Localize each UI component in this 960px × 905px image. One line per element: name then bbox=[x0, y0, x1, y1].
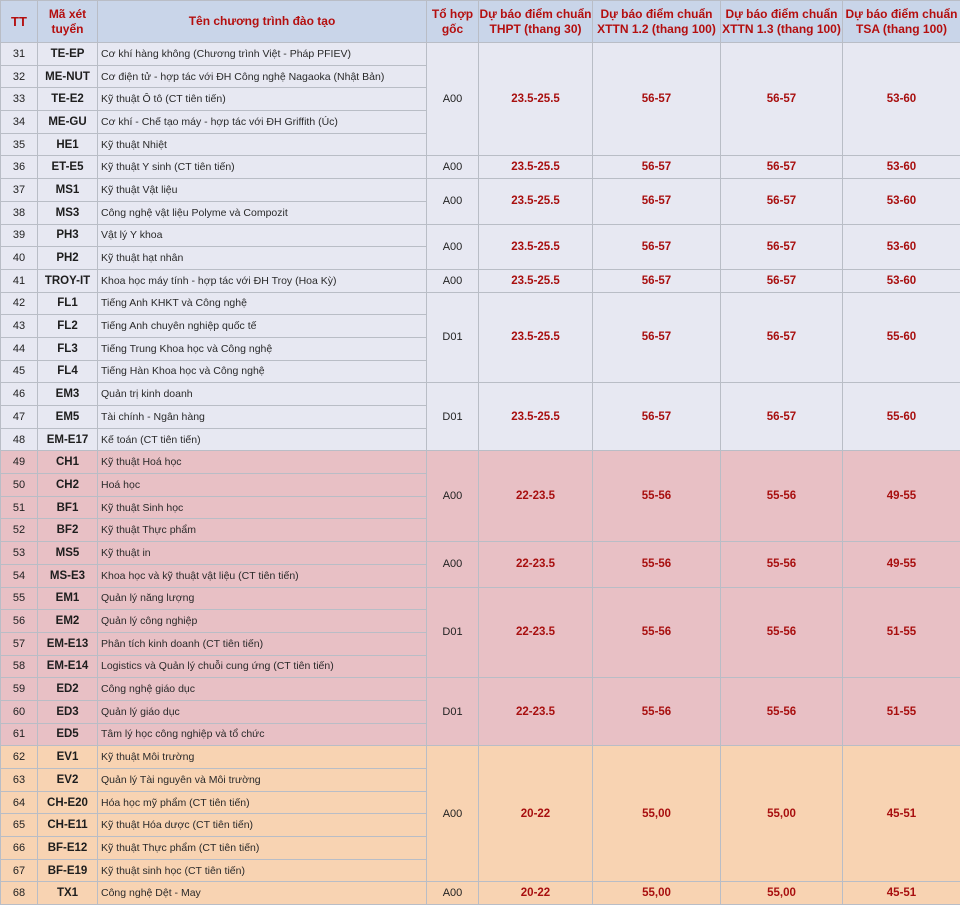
table-row bbox=[1, 882, 960, 905]
row-name: Tiếng Anh chuyên nghiệp quốc tế bbox=[98, 315, 427, 338]
row-name: Quản lý Tài nguyên và Môi trường bbox=[98, 769, 427, 792]
header-tsa: Dự báo điểm chuẩn TSA (thang 100) bbox=[843, 1, 960, 43]
row-name: Kỹ thuật Y sinh (CT tiên tiến) bbox=[98, 156, 427, 179]
row-tt: 61 bbox=[1, 723, 38, 746]
group-xttn13-score: 55-56 bbox=[721, 587, 843, 678]
group-thpt-score: 23.5-25.5 bbox=[479, 156, 593, 179]
row-tt: 40 bbox=[1, 247, 38, 270]
group-tsa-score: 45-51 bbox=[843, 746, 960, 882]
group-thpt-score: 22-23.5 bbox=[479, 542, 593, 587]
group-tsa-score: 55-60 bbox=[843, 292, 960, 383]
row-code: BF-E12 bbox=[38, 837, 98, 860]
group-xttn12-score: 56-57 bbox=[593, 292, 721, 383]
row-code: BF1 bbox=[38, 496, 98, 519]
group-xttn12-score: 55-56 bbox=[593, 542, 721, 587]
row-tt: 36 bbox=[1, 156, 38, 179]
group-tsa-score: 45-51 bbox=[843, 882, 960, 905]
row-name: Tâm lý học công nghiệp và tổ chức bbox=[98, 723, 427, 746]
row-code: EM-E17 bbox=[38, 428, 98, 451]
group-xttn12-score: 56-57 bbox=[593, 156, 721, 179]
table-row bbox=[1, 542, 960, 565]
row-name: Công nghệ Dệt - May bbox=[98, 882, 427, 905]
group-xttn12-score: 56-57 bbox=[593, 383, 721, 451]
row-name: Vật lý Y khoa bbox=[98, 224, 427, 247]
row-tt: 54 bbox=[1, 564, 38, 587]
group-combo: A00 bbox=[427, 746, 479, 882]
group-xttn12-score: 56-57 bbox=[593, 179, 721, 224]
header-name: Tên chương trình đào tạo bbox=[98, 1, 427, 43]
group-thpt-score: 23.5-25.5 bbox=[479, 179, 593, 224]
group-xttn12-score: 55-56 bbox=[593, 587, 721, 678]
group-xttn13-score: 56-57 bbox=[721, 43, 843, 156]
group-combo: D01 bbox=[427, 587, 479, 678]
table-body bbox=[1, 43, 960, 905]
row-code: TE-EP bbox=[38, 43, 98, 66]
row-name: Quản lý năng lượng bbox=[98, 587, 427, 610]
group-combo: A00 bbox=[427, 269, 479, 292]
row-name: Kỹ thuật Vật liệu bbox=[98, 179, 427, 202]
group-combo: D01 bbox=[427, 383, 479, 451]
row-tt: 43 bbox=[1, 315, 38, 338]
group-combo: A00 bbox=[427, 451, 479, 542]
group-tsa-score: 49-55 bbox=[843, 451, 960, 542]
row-tt: 42 bbox=[1, 292, 38, 315]
row-tt: 64 bbox=[1, 791, 38, 814]
row-name: Hoá học bbox=[98, 474, 427, 497]
row-tt: 60 bbox=[1, 700, 38, 723]
row-name: Quản lý giáo dục bbox=[98, 700, 427, 723]
table-row bbox=[1, 678, 960, 701]
row-name: Phân tích kinh doanh (CT tiên tiến) bbox=[98, 632, 427, 655]
header-thpt: Dự báo điểm chuẩn THPT (thang 30) bbox=[479, 1, 593, 43]
group-thpt-score: 23.5-25.5 bbox=[479, 224, 593, 269]
row-tt: 34 bbox=[1, 111, 38, 134]
group-xttn13-score: 55-56 bbox=[721, 678, 843, 746]
row-code: EV1 bbox=[38, 746, 98, 769]
group-thpt-score: 20-22 bbox=[479, 746, 593, 882]
row-code: FL3 bbox=[38, 337, 98, 360]
group-xttn12-score: 55-56 bbox=[593, 451, 721, 542]
table-row bbox=[1, 292, 960, 315]
row-name: Logistics và Quản lý chuỗi cung ứng (CT tiên tiến) bbox=[98, 655, 427, 678]
row-name: Tiếng Hàn Khoa học và Công nghệ bbox=[98, 360, 427, 383]
row-name: Công nghệ giáo dục bbox=[98, 678, 427, 701]
row-code: EM-E14 bbox=[38, 655, 98, 678]
group-xttn13-score: 55-56 bbox=[721, 542, 843, 587]
group-xttn12-score: 55-56 bbox=[593, 678, 721, 746]
row-code: FL1 bbox=[38, 292, 98, 315]
group-xttn13-score: 55,00 bbox=[721, 882, 843, 905]
row-tt: 58 bbox=[1, 655, 38, 678]
row-name: Quản lý công nghiệp bbox=[98, 610, 427, 633]
row-code: EM2 bbox=[38, 610, 98, 633]
row-name: Tiếng Anh KHKT và Công nghệ bbox=[98, 292, 427, 315]
group-thpt-score: 23.5-25.5 bbox=[479, 43, 593, 156]
row-code: TROY-IT bbox=[38, 269, 98, 292]
row-tt: 37 bbox=[1, 179, 38, 202]
table-row bbox=[1, 451, 960, 474]
group-xttn13-score: 55,00 bbox=[721, 746, 843, 882]
row-tt: 45 bbox=[1, 360, 38, 383]
row-code: EV2 bbox=[38, 769, 98, 792]
row-code: BF2 bbox=[38, 519, 98, 542]
group-tsa-score: 51-55 bbox=[843, 587, 960, 678]
row-tt: 65 bbox=[1, 814, 38, 837]
header-xttn12: Dự báo điểm chuẩn XTTN 1.2 (thang 100) bbox=[593, 1, 721, 43]
row-tt: 59 bbox=[1, 678, 38, 701]
row-tt: 46 bbox=[1, 383, 38, 406]
row-tt: 31 bbox=[1, 43, 38, 66]
row-code: CH2 bbox=[38, 474, 98, 497]
group-tsa-score: 53-60 bbox=[843, 269, 960, 292]
group-tsa-score: 55-60 bbox=[843, 383, 960, 451]
group-xttn12-score: 56-57 bbox=[593, 224, 721, 269]
row-code: EM1 bbox=[38, 587, 98, 610]
header-xttn13: Dự báo điểm chuẩn XTTN 1.3 (thang 100) bbox=[721, 1, 843, 43]
row-code: CH1 bbox=[38, 451, 98, 474]
table-row bbox=[1, 179, 960, 202]
row-tt: 53 bbox=[1, 542, 38, 565]
group-thpt-score: 23.5-25.5 bbox=[479, 269, 593, 292]
row-code: ME-GU bbox=[38, 111, 98, 134]
group-xttn12-score: 56-57 bbox=[593, 43, 721, 156]
row-name: Tiếng Trung Khoa học và Công nghệ bbox=[98, 337, 427, 360]
header-combo: Tổ hợp gốc bbox=[427, 1, 479, 43]
row-code: FL4 bbox=[38, 360, 98, 383]
row-name: Công nghệ vật liệu Polyme và Compozit bbox=[98, 201, 427, 224]
row-tt: 32 bbox=[1, 65, 38, 88]
row-code: MS-E3 bbox=[38, 564, 98, 587]
group-thpt-score: 23.5-25.5 bbox=[479, 292, 593, 383]
row-tt: 49 bbox=[1, 451, 38, 474]
group-tsa-score: 49-55 bbox=[843, 542, 960, 587]
row-tt: 50 bbox=[1, 474, 38, 497]
group-combo: A00 bbox=[427, 43, 479, 156]
row-name: Cơ khí hàng không (Chương trình Việt - Pháp PFIEV) bbox=[98, 43, 427, 66]
row-code: MS1 bbox=[38, 179, 98, 202]
row-code: MS3 bbox=[38, 201, 98, 224]
table-row bbox=[1, 156, 960, 179]
row-code: ED5 bbox=[38, 723, 98, 746]
row-tt: 67 bbox=[1, 859, 38, 882]
row-code: FL2 bbox=[38, 315, 98, 338]
row-code: MS5 bbox=[38, 542, 98, 565]
row-name: Kỹ thuật Thực phẩm (CT tiên tiến) bbox=[98, 837, 427, 860]
row-tt: 35 bbox=[1, 133, 38, 156]
group-xttn13-score: 56-57 bbox=[721, 156, 843, 179]
row-name: Kỹ thuật Sinh học bbox=[98, 496, 427, 519]
group-xttn13-score: 55-56 bbox=[721, 451, 843, 542]
row-tt: 57 bbox=[1, 632, 38, 655]
row-name: Kỹ thuật Ô tô (CT tiên tiến) bbox=[98, 88, 427, 111]
table-row bbox=[1, 746, 960, 769]
header-code: Mã xét tuyển bbox=[38, 1, 98, 43]
row-tt: 68 bbox=[1, 882, 38, 905]
row-code: EM5 bbox=[38, 406, 98, 429]
group-xttn12-score: 56-57 bbox=[593, 269, 721, 292]
row-tt: 66 bbox=[1, 837, 38, 860]
row-name: Khoa học máy tính - hợp tác với ĐH Troy (Hoa Kỳ) bbox=[98, 269, 427, 292]
row-name: Kỹ thuật in bbox=[98, 542, 427, 565]
table-row bbox=[1, 224, 960, 247]
group-xttn12-score: 55,00 bbox=[593, 882, 721, 905]
row-tt: 51 bbox=[1, 496, 38, 519]
group-combo: D01 bbox=[427, 292, 479, 383]
row-name: Kỹ thuật Môi trường bbox=[98, 746, 427, 769]
group-tsa-score: 53-60 bbox=[843, 224, 960, 269]
row-code: EM-E13 bbox=[38, 632, 98, 655]
group-thpt-score: 23.5-25.5 bbox=[479, 383, 593, 451]
group-tsa-score: 53-60 bbox=[843, 43, 960, 156]
row-tt: 41 bbox=[1, 269, 38, 292]
row-tt: 33 bbox=[1, 88, 38, 111]
row-code: ET-E5 bbox=[38, 156, 98, 179]
group-xttn13-score: 56-57 bbox=[721, 269, 843, 292]
row-code: TX1 bbox=[38, 882, 98, 905]
row-name: Kỹ thuật hạt nhân bbox=[98, 247, 427, 270]
header-tt: TT bbox=[1, 1, 38, 43]
group-xttn13-score: 56-57 bbox=[721, 179, 843, 224]
group-combo: A00 bbox=[427, 224, 479, 269]
group-xttn13-score: 56-57 bbox=[721, 383, 843, 451]
row-code: CH-E20 bbox=[38, 791, 98, 814]
row-name: Cơ khí - Chế tạo máy - hợp tác với ĐH Griffith (Úc) bbox=[98, 111, 427, 134]
row-code: CH-E11 bbox=[38, 814, 98, 837]
group-thpt-score: 20-22 bbox=[479, 882, 593, 905]
group-xttn13-score: 56-57 bbox=[721, 292, 843, 383]
group-xttn12-score: 55,00 bbox=[593, 746, 721, 882]
row-name: Cơ điện tử - hợp tác với ĐH Công nghệ Nagaoka (Nhật Bản) bbox=[98, 65, 427, 88]
row-tt: 56 bbox=[1, 610, 38, 633]
row-name: Hóa học mỹ phẩm (CT tiên tiến) bbox=[98, 791, 427, 814]
row-name: Kỹ thuật Hóa dược (CT tiên tiến) bbox=[98, 814, 427, 837]
row-tt: 62 bbox=[1, 746, 38, 769]
group-combo: A00 bbox=[427, 542, 479, 587]
group-combo: A00 bbox=[427, 156, 479, 179]
row-tt: 38 bbox=[1, 201, 38, 224]
row-name: Kỹ thuật Nhiệt bbox=[98, 133, 427, 156]
group-tsa-score: 51-55 bbox=[843, 678, 960, 746]
row-code: PH2 bbox=[38, 247, 98, 270]
group-tsa-score: 53-60 bbox=[843, 156, 960, 179]
group-tsa-score: 53-60 bbox=[843, 179, 960, 224]
group-thpt-score: 22-23.5 bbox=[479, 678, 593, 746]
row-code: ME-NUT bbox=[38, 65, 98, 88]
row-tt: 44 bbox=[1, 337, 38, 360]
row-code: TE-E2 bbox=[38, 88, 98, 111]
row-code: HE1 bbox=[38, 133, 98, 156]
group-combo: A00 bbox=[427, 179, 479, 224]
row-tt: 52 bbox=[1, 519, 38, 542]
row-tt: 47 bbox=[1, 406, 38, 429]
row-code: BF-E19 bbox=[38, 859, 98, 882]
group-xttn13-score: 56-57 bbox=[721, 224, 843, 269]
row-name: Kế toán (CT tiên tiến) bbox=[98, 428, 427, 451]
row-name: Kỹ thuật sinh học (CT tiên tiến) bbox=[98, 859, 427, 882]
row-name: Tài chính - Ngân hàng bbox=[98, 406, 427, 429]
row-code: PH3 bbox=[38, 224, 98, 247]
group-combo: A00 bbox=[427, 882, 479, 905]
row-tt: 39 bbox=[1, 224, 38, 247]
table-row bbox=[1, 43, 960, 66]
group-thpt-score: 22-23.5 bbox=[479, 587, 593, 678]
table-row bbox=[1, 587, 960, 610]
row-code: EM3 bbox=[38, 383, 98, 406]
group-thpt-score: 22-23.5 bbox=[479, 451, 593, 542]
row-tt: 55 bbox=[1, 587, 38, 610]
row-name: Quản trị kinh doanh bbox=[98, 383, 427, 406]
row-code: ED2 bbox=[38, 678, 98, 701]
table-row bbox=[1, 383, 960, 406]
table-row bbox=[1, 269, 960, 292]
row-name: Kỹ thuật Thực phẩm bbox=[98, 519, 427, 542]
row-name: Kỹ thuật Hoá học bbox=[98, 451, 427, 474]
row-tt: 63 bbox=[1, 769, 38, 792]
row-code: ED3 bbox=[38, 700, 98, 723]
group-combo: D01 bbox=[427, 678, 479, 746]
row-name: Khoa học và kỹ thuật vật liệu (CT tiên tiến) bbox=[98, 564, 427, 587]
header-row bbox=[1, 1, 960, 43]
row-tt: 48 bbox=[1, 428, 38, 451]
